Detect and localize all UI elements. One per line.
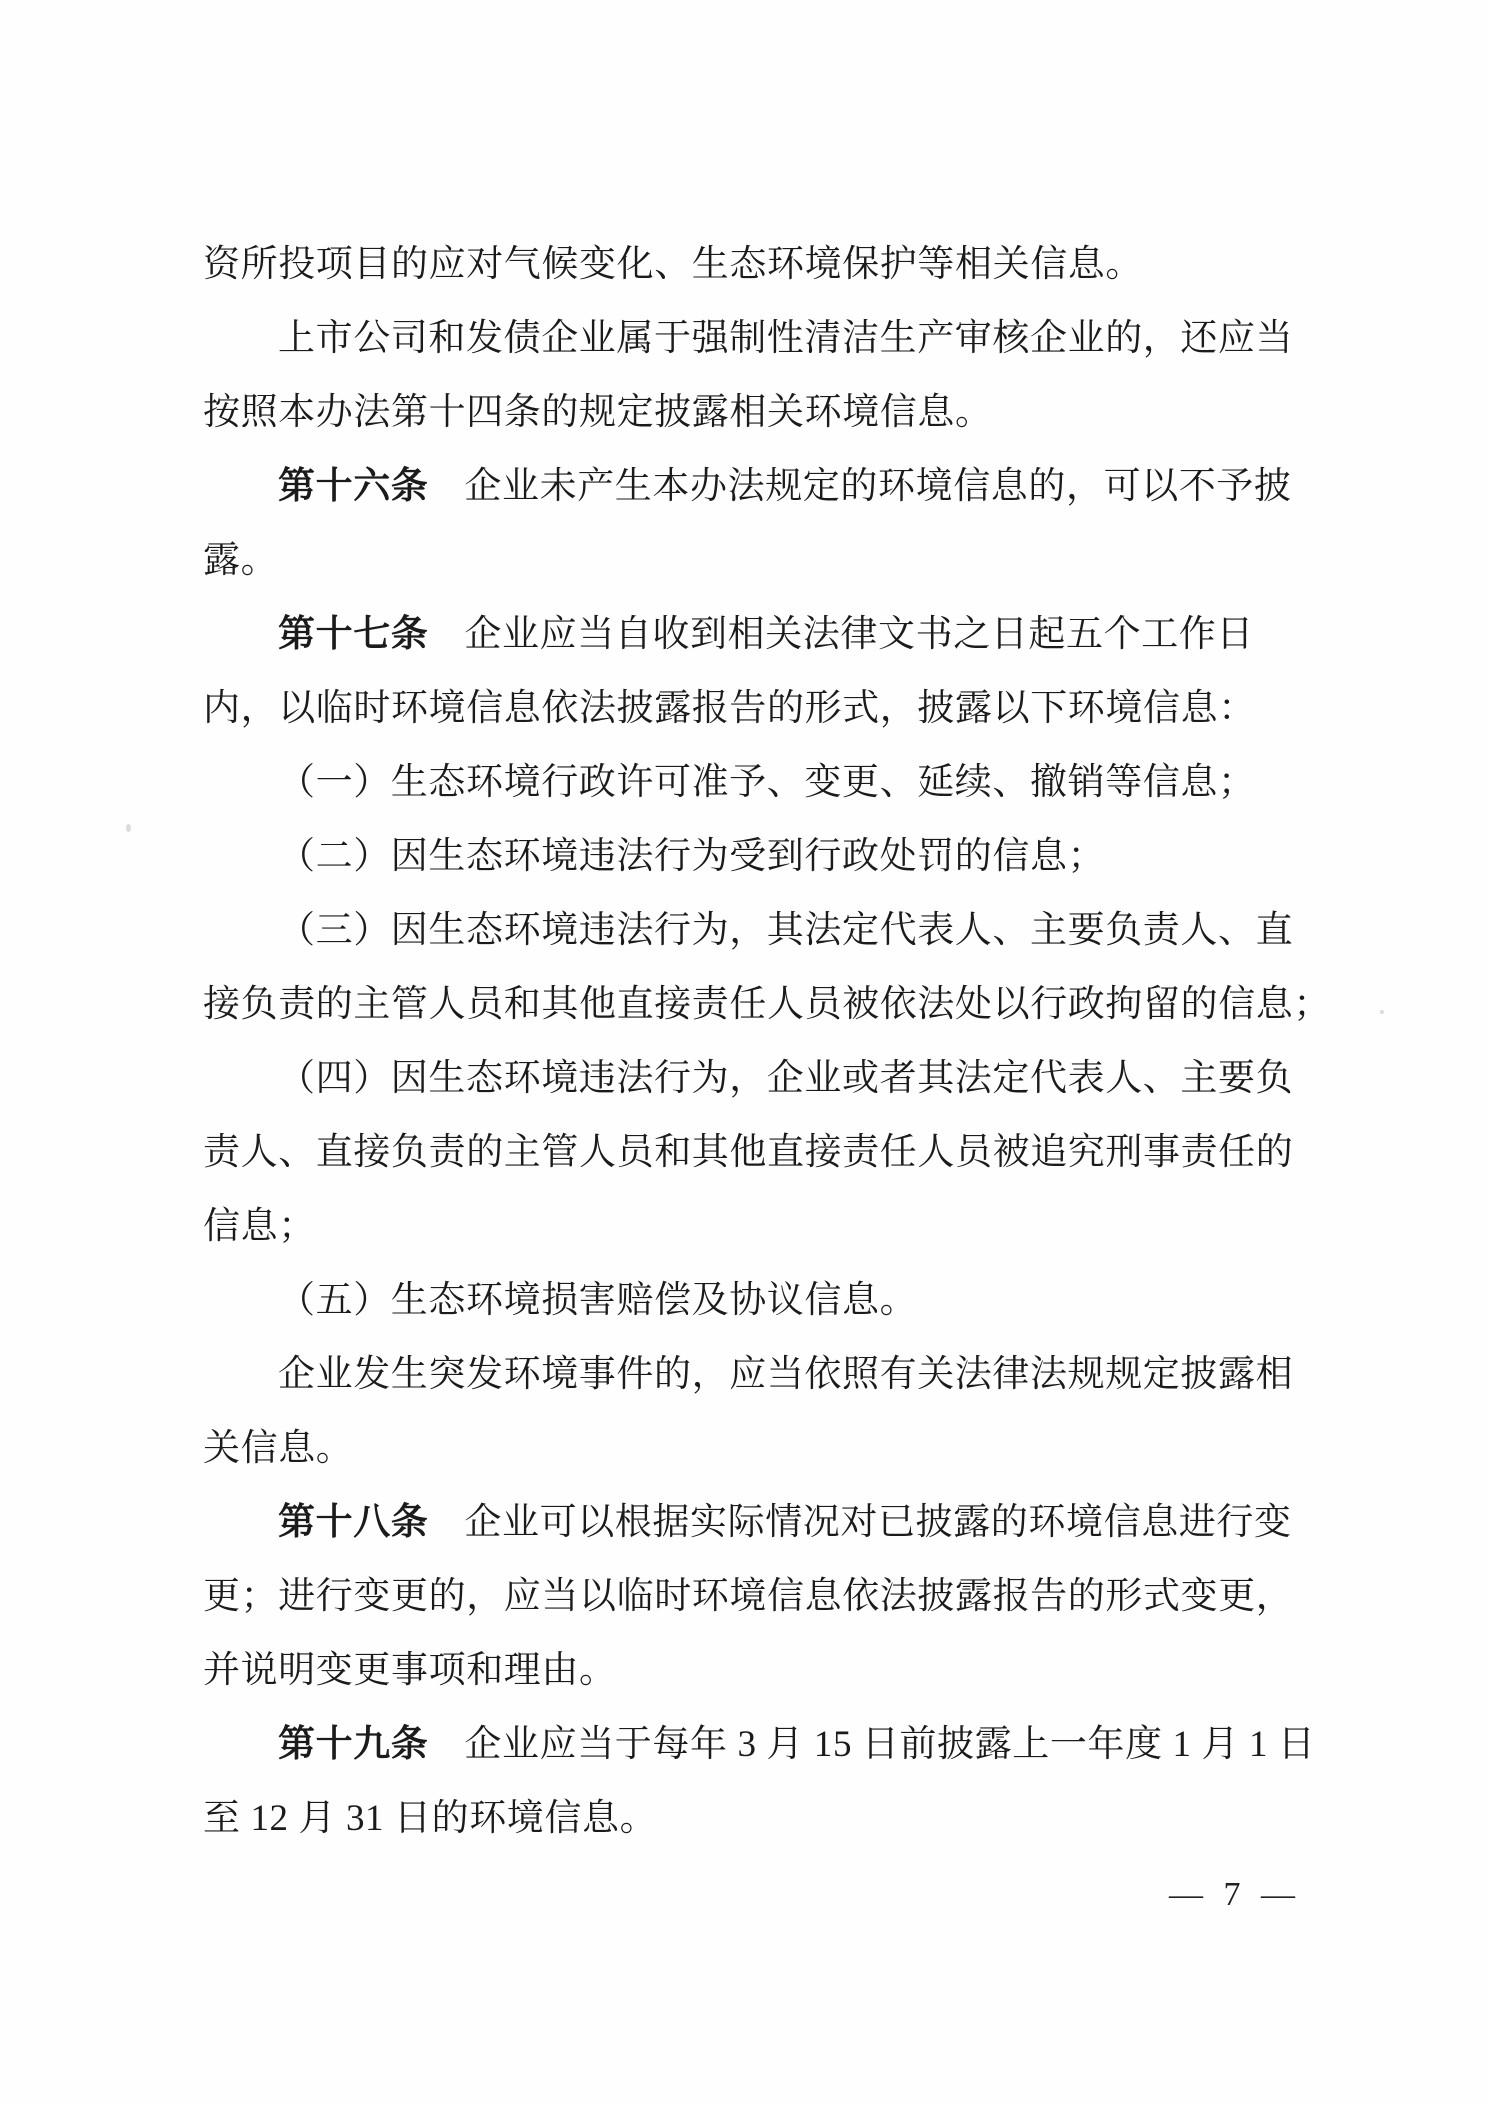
line-text: 企业发生突发环境事件的，应当依照有关法律法规规定披露相 (278, 1354, 1294, 1395)
line-text: （三）因生态环境违法行为，其法定代表人、主要负责人、直 (278, 910, 1294, 951)
text-line (203, 376, 1363, 450)
line-text: 责人、直接负责的主管人员和其他直接责任人员被追究刑事责任的 (203, 1132, 1294, 1173)
text-line (203, 1042, 1363, 1116)
page-number: — 7 — (1169, 1876, 1301, 1913)
line-text: 企业应当自收到相关法律文书之日起五个工作日 (464, 614, 1255, 655)
line-text: 信息； (203, 1206, 316, 1247)
line-text: 至 12 月 31 日的环境信息。 (203, 1798, 658, 1839)
line-text: 更；进行变更的，应当以临时环境信息依法披露报告的形式变更， (203, 1576, 1294, 1617)
text-line (203, 1634, 1363, 1708)
line-text: 上市公司和发债企业属于强制性清洁生产审核企业的，还应当 (278, 318, 1294, 359)
text-line (203, 1116, 1363, 1190)
line-text: 并说明变更事项和理由。 (203, 1650, 617, 1691)
line-text: （一）生态环境行政许可准予、变更、延续、撤销等信息； (278, 762, 1256, 803)
line-text: 关信息。 (203, 1428, 354, 1469)
text-line (203, 450, 1363, 524)
line-text: （五）生态环境损害赔偿及协议信息。 (278, 1280, 918, 1321)
text-line (203, 1708, 1363, 1782)
line-text: 企业可以根据实际情况对已披露的环境信息进行变 (464, 1502, 1292, 1543)
line-text: 内，以临时环境信息依法披露报告的形式，披露以下环境信息： (203, 688, 1256, 729)
line-text: 按照本办法第十四条的规定披露相关环境信息。 (203, 392, 993, 433)
line-text: 露。 (203, 540, 279, 581)
line-text: 企业应当于每年 3 月 15 日前披露上一年度 1 月 1 日 (464, 1724, 1316, 1765)
article-number: 第十七条 (278, 614, 429, 655)
line-text: 企业未产生本办法规定的环境信息的，可以不予披 (464, 466, 1292, 507)
line-text: （二）因生态环境违法行为受到行政处罚的信息； (278, 836, 1106, 877)
text-line (203, 228, 1363, 302)
text-line (203, 302, 1363, 376)
text-line (203, 1264, 1363, 1338)
text-line (203, 820, 1363, 894)
scan-speck (126, 824, 131, 832)
text-line (203, 968, 1363, 1042)
text-line (203, 894, 1363, 968)
text-line (203, 1412, 1363, 1486)
text-line (203, 1338, 1363, 1412)
text-line (203, 1560, 1363, 1634)
text-line (203, 746, 1363, 820)
line-text: 资所投项目的应对气候变化、生态环境保护等相关信息。 (203, 244, 1143, 285)
text-line (203, 1782, 1363, 1856)
line-text: （四）因生态环境违法行为，企业或者其法定代表人、主要负 (278, 1058, 1294, 1099)
text-line (203, 524, 1363, 598)
article-number: 第十八条 (278, 1502, 429, 1543)
line-text: 接负责的主管人员和其他直接责任人员被依法处以行政拘留的信息； (203, 984, 1331, 1025)
text-line (203, 1486, 1363, 1560)
text-line (203, 598, 1363, 672)
text-line (203, 672, 1363, 746)
article-number: 第十九条 (278, 1724, 429, 1765)
scan-speck (1380, 1010, 1384, 1014)
text-line (203, 1190, 1363, 1264)
article-number: 第十六条 (278, 466, 429, 507)
body-text (203, 228, 1363, 1856)
